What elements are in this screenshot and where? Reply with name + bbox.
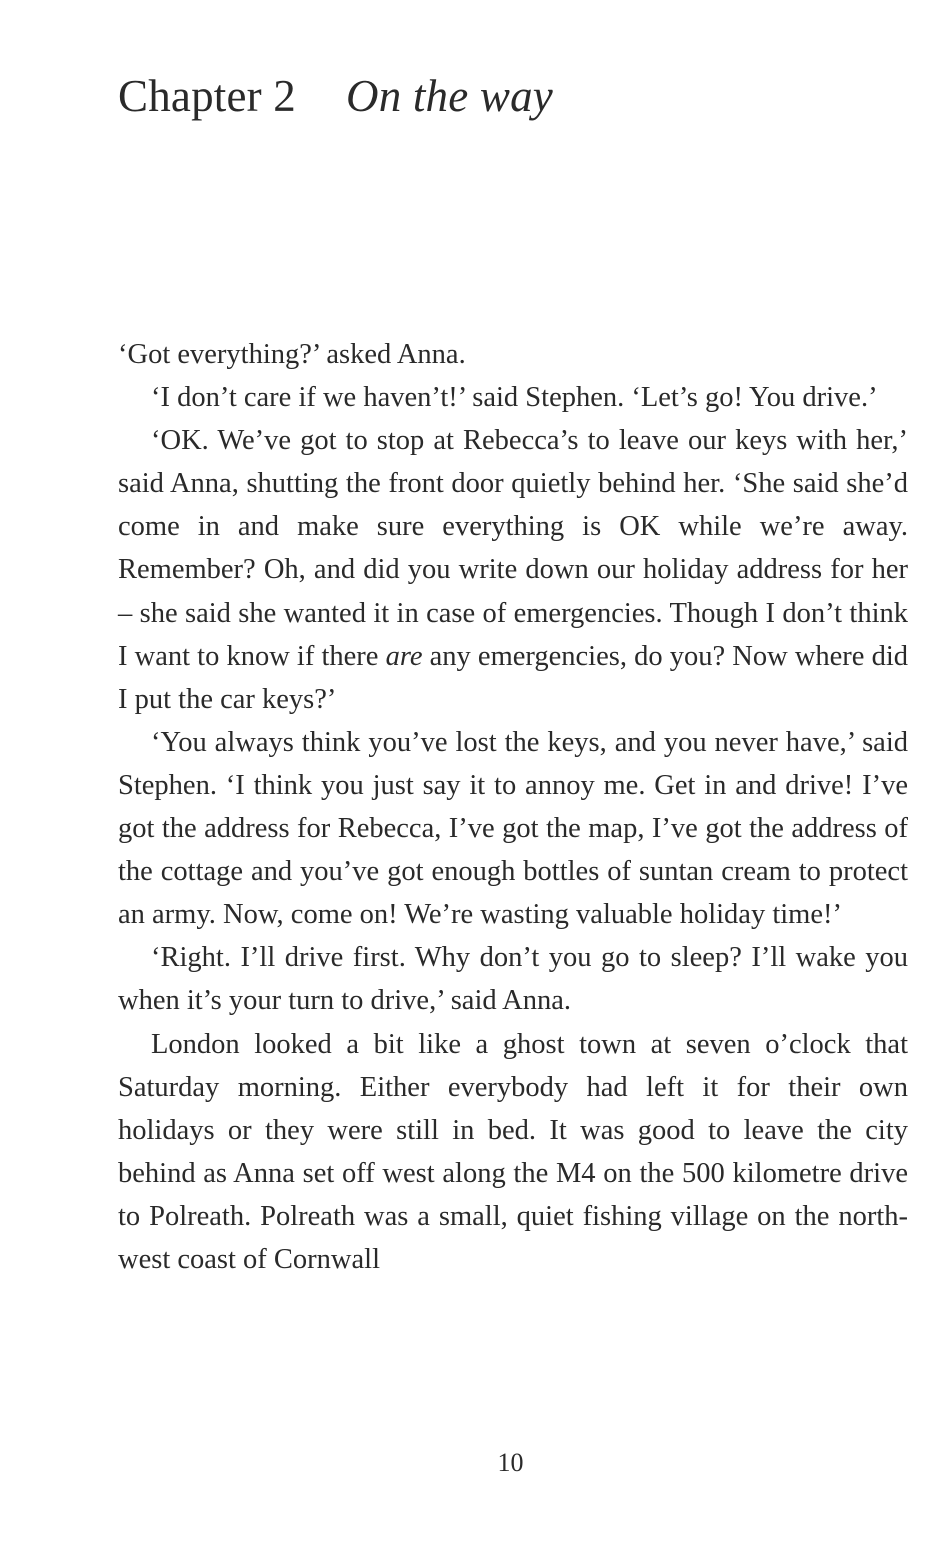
paragraph-3-part-b: any emergencies, do you? Now where did I put the car keys?’: [118, 640, 908, 715]
paragraph-3-emphasis: are: [385, 640, 423, 672]
paragraph-4: ‘You always think you’ve lost the keys, and you never have,’ said Stephen. ‘I think you just say it to annoy me. Get in and drive! I’ve got the address for Rebecca, I’ve got the map, I’ve got the address of the cottage and you’ve got enough bottles of suntan cream to protect an army. Now, come on! We’re wasting valuable holiday time!’: [118, 726, 908, 931]
chapter-heading: [118, 68, 553, 124]
chapter-title: On the way: [346, 71, 553, 121]
paragraph-6: London looked a bit like a ghost town at seven o’clock that Saturday morning. Either everybody had left it for their own holidays or they were still in bed. It was good to leave the city behind as Anna set off west along the M4 on the 500 kilometre drive to Polreath. Polreath was a small, quiet fishing village on the north-west coast of Cornwall: [118, 1028, 908, 1275]
paragraph-3: [118, 419, 908, 721]
chapter-number: Chapter 2: [118, 71, 296, 121]
paragraph-1: ‘Got everything?’ asked Anna.: [118, 339, 466, 370]
page-number: 10: [497, 1448, 524, 1477]
paragraph-2: ‘I don’t care if we haven’t!’ said Stephen. ‘Let’s go! You drive.’: [151, 382, 878, 414]
paragraph-3-part-a: ‘OK. We’ve got to stop at Rebecca’s to leave our keys with her,’ said Anna, shutting the front door quietly behind her. ‘She said she’d come in and make sure everything is OK while we’re away. Remember? Oh, and did you write down our holiday address for her – she said she wanted it in case of emergencies. Though I don’t think I want to know if there: [118, 425, 908, 672]
body-text: [118, 333, 908, 1281]
paragraph-5: ‘Right. I’ll drive first. Why don’t you go to sleep? I’ll wake you when it’s your turn to drive,’ said Anna.: [118, 942, 908, 1017]
